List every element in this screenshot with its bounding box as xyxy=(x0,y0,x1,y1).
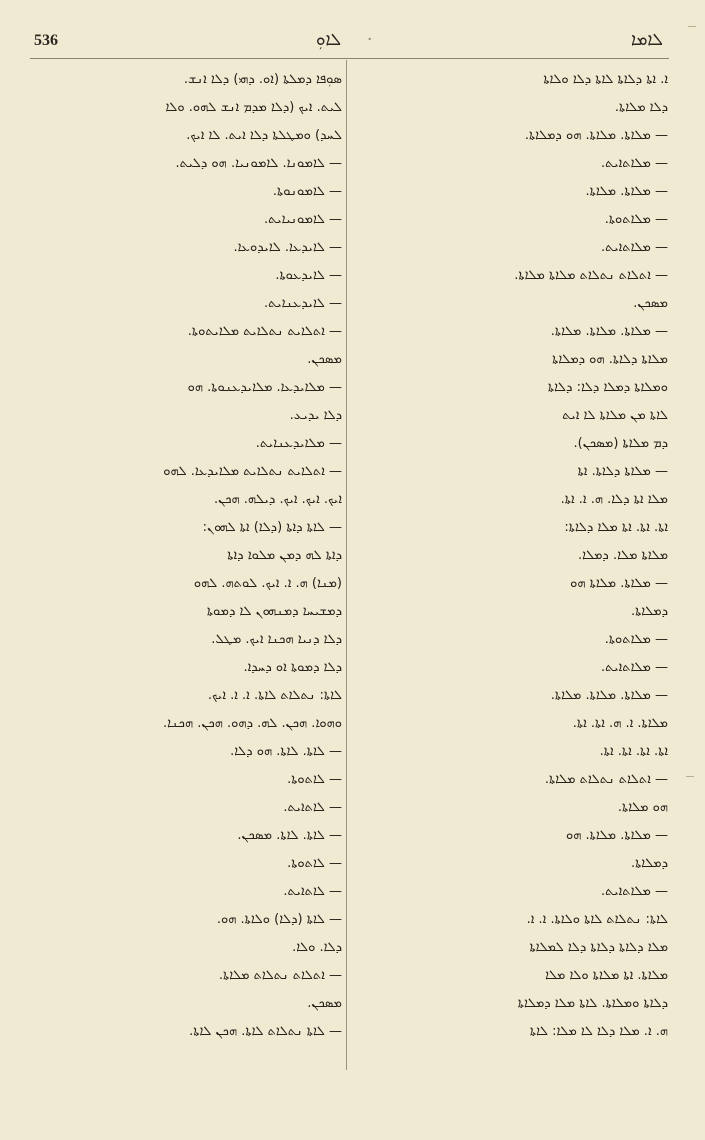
dictionary-line: ܡܠܐܬܐ ܡܠܐ. ܕܡܠܐ. xyxy=(578,548,668,563)
page-number: 536 xyxy=(34,32,58,49)
running-head-center: ܠܐܘܼ xyxy=(316,30,342,50)
dictionary-line: ܐܝܟ. ܐܝܟ. ܐܝܟ. ܕܝܠܗ. ܗܟܢ. xyxy=(213,492,342,507)
header-rule xyxy=(30,58,669,59)
dictionary-line: ܗܘ ܡܠܐܬܐ. xyxy=(617,800,668,815)
running-header xyxy=(0,0,705,60)
dictionary-line: — ܡܠܐܬܐܝܬ. xyxy=(601,240,668,255)
dictionary-line: ܗ. ܐ. ܡܠܐ ܕܠܐ ܠܐ ܡܠܐ: ܠܐܬܐ xyxy=(529,1024,668,1039)
dictionary-line: — ܡܠܐܬܐ. ܡܠܐܬܐ. ܡܠܐܬܐ. xyxy=(550,688,668,703)
dictionary-line: — ܠܐܝܕܥܢܐܝܬ. xyxy=(264,296,342,311)
dictionary-line: — ܡܠܐܬܐ. ܡܠܐܬܐ. ܗܘ ܕܡܠܐܬܐ. xyxy=(524,128,668,143)
dictionary-line: ܕܡܠܐܬܐ. xyxy=(630,856,668,871)
dictionary-line: — ܠܐܬܐܝܬ. xyxy=(283,884,342,899)
dictionary-line: — ܡܠܐܬܐܝܬ. xyxy=(601,884,668,899)
dictionary-line: ܡܣܟܢ. xyxy=(307,352,342,367)
dictionary-line: ܕܐܬܐ ܠܗ ܕܡܢ ܡܠܘܐ ܕܐܬܐ xyxy=(227,548,342,563)
dictionary-line: — ܡܠܐܬܐ. ܡܠܐܬܐ. xyxy=(585,184,668,199)
dictionary-line: — ܡܠܐܬܐ. ܡܠܐܬܐ ܗܘ xyxy=(570,576,668,591)
dictionary-line: — ܠܐܡܘܢܘܬܐ. xyxy=(272,184,342,199)
dictionary-line: ܡܠܐܬܐ ܕܠܐܬܐ. ܗܘ ܕܡܠܐܬܐ xyxy=(552,352,668,367)
dictionary-line: ܕܠܐ ܕܢܝܐ ܗܟܢܐ ܐܝܟ. ܡܛܠ. xyxy=(211,632,342,647)
dictionary-line: ܣܘܼܦܐ ܕܡܠܬܐ (ܐܘ. ܕܗܝ) ܕܠܐ ܐܢܫ. xyxy=(183,72,342,87)
dictionary-line: ܡܠܐ ܐܬܐ ܕܠܐ. ܗ. ܐ. ܐܬܐ. xyxy=(560,492,668,507)
dictionary-line: — ܡܠܐܬܘܬܐ. xyxy=(604,632,668,647)
dictionary-line: — ܡܠܐܝܕܥܢܐܝܬ. xyxy=(255,436,342,451)
dictionary-line: — ܡܠܐܝܕܥܐ. ܡܠܐܝܕܥܢܘܬܐ. ܗܘ xyxy=(187,380,342,395)
edge-mark xyxy=(686,776,694,777)
dictionary-line: — ܐܬܠܐܬ ܢܬܠܐܬ ܡܠܐܬܐ. xyxy=(544,772,668,787)
dictionary-line: ܐܬܐ. ܐܬܐ. ܐܬܐ. ܐܬܐ. xyxy=(599,744,668,759)
dictionary-line: — ܡܠܐܬܐ ܕܠܐܬܐ. ܐܬܐ xyxy=(577,464,668,479)
dictionary-line: ܠܐܬܐ: ܢܬܠܐܬ ܠܐܬܐ. ܐ. ܐ. ܐܝܟ. xyxy=(207,688,342,703)
dictionary-line: ܕܠܐ ܕܡܘܬܐ ܐܘ ܕܚܕܐ. xyxy=(243,660,342,675)
edge-mark xyxy=(688,26,696,27)
column-divider xyxy=(346,60,347,1070)
dictionary-line: — ܡܠܐܬܐܝܬ. xyxy=(601,156,668,171)
dictionary-line: — ܠܐܬܘܬܐ. xyxy=(287,772,342,787)
dictionary-line: — ܠܐܬܐ ܢܬܠܐܬ ܠܐܬܐ. ܗܟܢ ܠܐܬܐ. xyxy=(189,1024,342,1039)
dictionary-line: — ܠܐܡܘܢܝܐܝܬ. xyxy=(264,212,342,227)
dictionary-line: — ܡܠܐܬܐ. ܡܠܐܬܐ. ܗܘ xyxy=(565,828,668,843)
dictionary-line: — ܠܐܬܐ. ܠܐܬܐ. ܗܘ ܕܠܐ. xyxy=(230,744,342,759)
dictionary-line: ܠܐܬܐ: ܢܬܠܐܬ ܠܐܬܐ ܘܠܐܬܐ. ܐ. ܐ. xyxy=(526,912,668,927)
running-head-separator: · xyxy=(367,30,373,50)
dictionary-line: — ܠܐܬܐ. ܠܐܬܐ. ܡܣܟܢ. xyxy=(237,828,342,843)
dictionary-line: ܕܠܐ ܝܕܝܥ. xyxy=(289,408,342,423)
dictionary-line: — ܐܬܠܐܬ ܢܬܠܐܬ ܡܠܐܬܐ. xyxy=(218,968,342,983)
dictionary-line: — ܡܠܐܬܐ. ܡܠܐܬܐ. ܡܠܐܬܐ. xyxy=(550,324,668,339)
left-column xyxy=(30,66,342,1046)
dictionary-line: — ܠܐܬܘܬܐ. xyxy=(287,856,342,871)
dictionary-line: — ܐܬܠܐܝܬ ܢܬܠܐܝܬ ܡܠܐܝܬܘܬܐ. xyxy=(187,324,342,339)
dictionary-line: ܕܠܐ ܡܠܐܬܐ. xyxy=(614,100,668,115)
dictionary-line: ܕܡ ܡܠܐܬܐ (ܡܣܟܢ). xyxy=(573,436,668,451)
dictionary-line: ܡܣܟܢ. xyxy=(633,296,668,311)
dictionary-line: ܡܠܐܬܐ. ܐ. ܗ. ܐܬܐ. ܐܬܐ. xyxy=(572,716,668,731)
dictionary-line: — ܠܐܬܐܝܬ. xyxy=(283,800,342,815)
dictionary-line: ܐ. ܐܬܐ ܕܠܐܬܐ ܠܐܬܐ ܕܠܐ ܘܠܐܬܐ xyxy=(543,72,668,87)
dictionary-line: ܐܬܐ. ܐܬܐ. ܐܬܐ ܡܠܐ ܕܠܐܬܐ: xyxy=(564,520,668,535)
dictionary-line: ܠܝܬ. ܐܝܟ (ܕܠܐ ܡܕܡ ܐܢܫ ܠܗܘ. ܘܠܐ xyxy=(165,100,342,115)
dictionary-line: — ܡܠܐܬܐܝܬ. xyxy=(601,660,668,675)
dictionary-line: ܕܡܫܝܚܐ ܕܡܢܗܘܢ ܠܐ ܕܡܘܬܐ xyxy=(206,604,342,619)
dictionary-line: — ܠܐܝܕܥܘܬܐ. xyxy=(275,268,342,283)
dictionary-line: ܕܠܐܬܐ ܘܡܠܐܬܐ. ܠܐܬܐ ܡܠܐ ܕܡܠܐܬܐ xyxy=(517,996,668,1011)
dictionary-line: (ܡܢܐ) ܗ. ܐ. ܐܝܟ. ܠܘܬܗ. ܠܗܘ xyxy=(193,576,342,591)
dictionary-line: ܠܐܬܐ ܡܢ ܡܠܐܬܐ ܠܐ ܐܝܬ xyxy=(562,408,668,423)
dictionary-line: — ܠܐܡܘܢܐ. ܠܐܡܘܢܝܐ. ܗܘ ܕܠܝܬ. xyxy=(175,156,342,171)
dictionary-line: ܡܠܐܬܐ. ܐܬܐ ܡܠܐܬܐ ܘܠܐ ܡܠܐ xyxy=(545,968,668,983)
dictionary-line: ܕܠܐ. ܘܠܐ. xyxy=(292,940,342,955)
dictionary-line: — ܠܐܝܕܥܐ. ܠܐܝܕܘܥܐ. xyxy=(233,240,342,255)
dictionary-line: — ܠܐܬܐ ܕܐܬܐ (ܕܠܐ) ܐܬܐ ܠܗܘܢ: xyxy=(202,520,342,535)
dictionary-line: ܘܗܘܐ. ܗܟܢ. ܠܗ. ܕܗܘ. ܗܟܢ. ܗܟܢܐ. xyxy=(163,716,342,731)
dictionary-line: — ܡܠܐܬܘܬܐ. xyxy=(604,212,668,227)
dictionary-line: ܡܠܐ ܕܠܐܬܐ ܕܠܐܬܐ ܕܠܐ ܠܡܠܐܬܐ xyxy=(529,940,668,955)
dictionary-line: ܡܣܟܢ. xyxy=(307,996,342,1011)
running-head-right: ܠܐܡܐ xyxy=(630,30,663,50)
dictionary-line: ܠܚܕ) ܘܡܛܠܬܐ ܕܠܐ ܐܝܬ. ܠܐ ܐܝܟ. xyxy=(186,128,342,143)
right-column xyxy=(356,66,668,1046)
dictionary-line: — ܐܬܠܐܝܬ ܢܬܠܐܝܬ ܡܠܐܝܕܥܐ. ܠܗܘ xyxy=(163,464,342,479)
dictionary-line: ܕܡܠܐܬܐ. xyxy=(630,604,668,619)
dictionary-line: — ܠܐܬܐ (ܕܠܐ) ܘܠܐܬܐ. ܗܘ. xyxy=(216,912,342,927)
dictionary-line: — ܐܬܠܐܬ ܢܬܠܐܬ ܡܠܐܬܐ ܡܠܐܬܐ. xyxy=(514,268,668,283)
dictionary-line: ܘܡܠܐܬܐ ܕܡܠܐ ܕܠܐ: ܕܠܐܬܐ xyxy=(547,380,668,395)
